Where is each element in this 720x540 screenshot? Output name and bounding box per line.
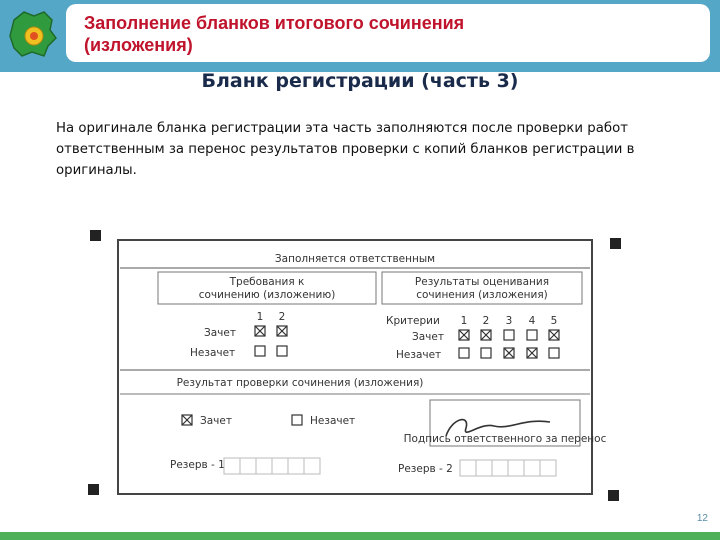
header-title	[84, 12, 684, 56]
left-row-pass: Зачет	[204, 327, 236, 339]
left-checkbox-grid	[255, 326, 287, 356]
header-title-line2: (изложения)	[84, 35, 193, 55]
left-section-title-1: Требования к	[229, 276, 305, 288]
form-header: Заполняется ответственным	[274, 253, 436, 265]
slide-description: На оригинале бланка регистрации эта часть заполняются после проверки работ ответственным за перенос результатов проверки с копий бланков регистрации в оригиналы.	[56, 121, 635, 178]
right-checkbox-grid	[459, 330, 559, 358]
page-number: 12	[696, 513, 708, 524]
left-section-title-2: сочинению (изложению)	[198, 289, 336, 301]
reserve-2-cells	[460, 460, 556, 476]
registration-form-scan	[80, 222, 640, 512]
left-row-fail: Незачет	[190, 347, 236, 359]
right-section-title-1: Результаты оценивания	[414, 276, 550, 288]
slide-title: Бланк регистрации (часть 3)	[201, 70, 519, 92]
right-section-title-2: сочинения (изложения)	[416, 289, 548, 301]
title-box	[66, 4, 710, 62]
left-col-2: 2	[278, 311, 286, 323]
header-bar	[0, 0, 720, 72]
right-row-fail: Незачет	[396, 349, 442, 361]
criteria-col-2: 2	[482, 315, 490, 327]
reserve-2-label: Резерв - 2	[398, 463, 453, 475]
region-map-icon	[4, 6, 60, 62]
criteria-col-3: 3	[505, 315, 513, 327]
criteria-col-1: 1	[460, 315, 468, 327]
left-col-1: 1	[256, 311, 264, 323]
corner-marker	[90, 230, 101, 241]
header-title-line1: Заполнение бланков итогового сочинения	[84, 13, 465, 33]
result-fail: Незачет	[310, 415, 356, 427]
criteria-label: Критерии	[386, 315, 440, 327]
corner-marker	[608, 490, 619, 501]
result-pass: Зачет	[200, 415, 232, 427]
reserve-1-label: Резерв - 1	[170, 459, 225, 471]
corner-marker	[610, 238, 621, 249]
result-title: Результат проверки сочинения (изложения)	[176, 377, 424, 389]
signature-caption: Подпись ответственного за перенос	[403, 433, 607, 445]
criteria-col-4: 4	[528, 315, 536, 327]
right-row-pass: Зачет	[412, 331, 444, 343]
reserve-1-cells	[224, 458, 320, 474]
criteria-col-5: 5	[550, 315, 558, 327]
footer-bar	[0, 532, 720, 540]
corner-marker	[88, 484, 99, 495]
